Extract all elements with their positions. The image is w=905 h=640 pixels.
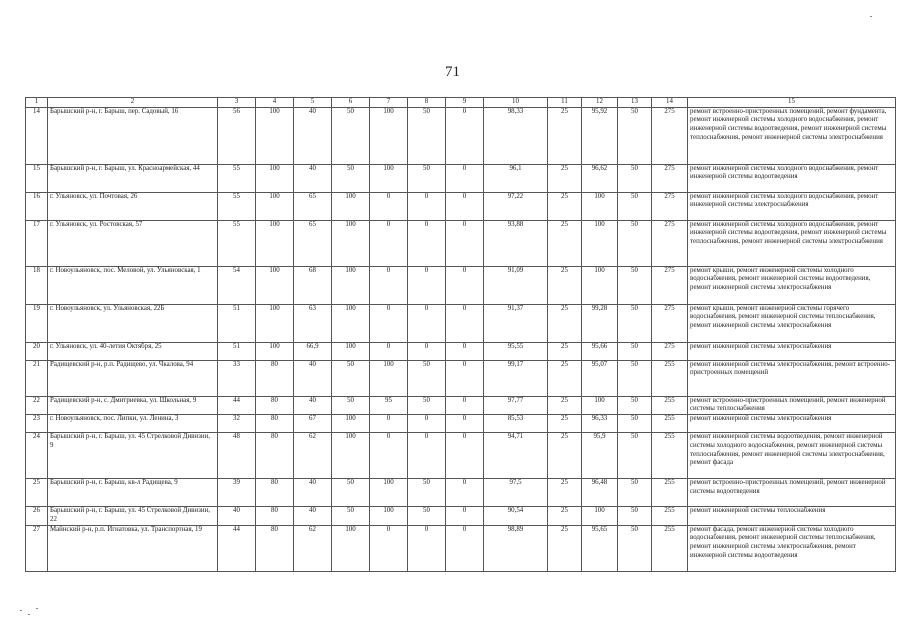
works-cell: ремонт инженерной системы теплоснабжения [688,507,896,525]
row-number-cell: 19 [26,304,48,342]
value-cell: 0 [446,507,484,525]
value-cell: 54 [218,266,256,304]
value-cell: 100 [256,266,294,304]
value-cell: 0 [370,525,408,571]
value-cell: 100 [370,479,408,507]
value-cell: 50 [618,107,652,164]
value-cell: 0 [370,433,408,479]
value-cell: 50 [618,479,652,507]
value-cell: 100 [370,360,408,396]
works-cell: ремонт фасада, ремонт инженерной системы холодного водоснабжения, ремонт инженерной системы теплоснабжения, ремонт инженерной системы электроснабжения, ремонт инженерной системы водоотведения [688,525,896,571]
value-cell: 275 [652,220,688,266]
column-header: 4 [256,98,294,108]
value-cell: 80 [256,396,294,414]
value-cell: 40 [294,360,332,396]
value-cell: 0 [446,342,484,360]
value-cell: 0 [408,525,446,571]
column-header: 10 [484,98,548,108]
value-cell: 97,5 [484,479,548,507]
value-cell: 25 [548,479,582,507]
address-cell: Майнский р-н, р.п. Игнатовка, ул. Транспортная, 19 [48,525,218,571]
value-cell: 40 [294,164,332,192]
table-row [26,107,896,164]
value-cell: 25 [548,164,582,192]
value-cell: 95,65 [582,525,618,571]
value-cell: 62 [294,433,332,479]
address-cell: г. Новоульяновск, пос. Липки, ул. Ленина, 3 [48,415,218,433]
column-header: 9 [446,98,484,108]
works-cell: ремонт встроенно-пристроенных помещений, ремонт фундамента, ремонт инженерной системы холодного водоснабжения, ремонт инженерной системы водоотведения, ремонт инженерной системы теплоснабжения, ремонт инженерной системы электроснабжения [688,107,896,164]
row-number-cell: 16 [26,192,48,220]
value-cell: 44 [218,396,256,414]
works-cell: ремонт инженерной системы электроснабжения, ремонт встроенно-пристроенных помещений [688,360,896,396]
table-row [26,415,896,433]
value-cell: 50 [408,396,446,414]
value-cell: 25 [548,396,582,414]
value-cell: 98,33 [484,107,548,164]
value-cell: 40 [294,507,332,525]
value-cell: 95,55 [484,342,548,360]
value-cell: 100 [332,192,370,220]
table-row [26,525,896,571]
value-cell: 0 [370,266,408,304]
address-cell: г. Ульяновск, ул. 40-летия Октября, 25 [48,342,218,360]
value-cell: 275 [652,342,688,360]
value-cell: 25 [548,266,582,304]
value-cell: 0 [446,525,484,571]
table-row [26,342,896,360]
value-cell: 44 [218,525,256,571]
column-header: 8 [408,98,446,108]
value-cell: 25 [548,433,582,479]
works-cell: ремонт крыши, ремонт инженерной системы горячего водоснабжения, ремонт инженерной системы теплоснабжения, ремонт инженерной системы электроснабжения [688,304,896,342]
header-row [26,98,896,108]
value-cell: 0 [446,479,484,507]
value-cell: 95 [370,396,408,414]
value-cell: 100 [582,192,618,220]
address-cell: г. Ульяновск, ул. Ростовская, 57 [48,220,218,266]
column-header: 11 [548,98,582,108]
value-cell: 100 [256,342,294,360]
column-header: 13 [618,98,652,108]
value-cell: 0 [370,220,408,266]
value-cell: 96,62 [582,164,618,192]
value-cell: 56 [218,107,256,164]
value-cell: 100 [332,433,370,479]
value-cell: 96,1 [484,164,548,192]
value-cell: 100 [332,415,370,433]
value-cell: 50 [332,360,370,396]
row-number-cell: 17 [26,220,48,266]
value-cell: 25 [548,507,582,525]
value-cell: 50 [408,507,446,525]
works-cell: ремонт инженерной системы электроснабжения [688,342,896,360]
column-header: 3 [218,98,256,108]
value-cell: 100 [332,525,370,571]
value-cell: 80 [256,360,294,396]
value-cell: 255 [652,396,688,414]
table-row [26,192,896,220]
value-cell: 99,28 [582,304,618,342]
value-cell: 255 [652,415,688,433]
works-cell: ремонт инженерной системы холодного водоснабжения, ремонт инженерной системы водоотведения [688,164,896,192]
value-cell: 40 [294,479,332,507]
value-cell: 96,48 [582,479,618,507]
value-cell: 275 [652,192,688,220]
value-cell: 33 [218,360,256,396]
address-cell: Барышский р-н, г. Барыш, ул. 45 Стрелковой Дивизии, 22 [48,507,218,525]
value-cell: 100 [582,266,618,304]
value-cell: 55 [218,220,256,266]
value-cell: 50 [618,433,652,479]
value-cell: 50 [618,164,652,192]
value-cell: 100 [582,507,618,525]
value-cell: 0 [446,433,484,479]
value-cell: 50 [408,107,446,164]
value-cell: 67 [294,415,332,433]
value-cell: 0 [408,220,446,266]
value-cell: 50 [332,507,370,525]
value-cell: 0 [446,396,484,414]
column-header: 7 [370,98,408,108]
works-cell: ремонт инженерной системы холодного водоснабжения, ремонт инженерной системы электроснабжения [688,192,896,220]
table-row [26,220,896,266]
column-header: 15 [688,98,896,108]
value-cell: 0 [446,192,484,220]
table-row [26,304,896,342]
value-cell: 50 [332,164,370,192]
works-cell: ремонт крыши, ремонт инженерной системы холодного водоснабжения, ремонт инженерной системы водоотведения, ремонт инженерной системы электроснабжения [688,266,896,304]
row-number-cell: 23 [26,415,48,433]
value-cell: 50 [618,507,652,525]
value-cell: 91,09 [484,266,548,304]
address-cell: г. Ульяновск, ул. Почтовая, 26 [48,192,218,220]
value-cell: 100 [256,220,294,266]
value-cell: 0 [446,360,484,396]
value-cell: 50 [618,192,652,220]
value-cell: 0 [370,192,408,220]
value-cell: 55 [218,192,256,220]
value-cell: 0 [408,266,446,304]
value-cell: 80 [256,415,294,433]
table-row [26,507,896,525]
column-header: 2 [48,98,218,108]
value-cell: 62 [294,525,332,571]
value-cell: 50 [618,360,652,396]
works-cell: ремонт встроенно-пристроенных помещений, ремонт инженерной системы теплоснабжения [688,396,896,414]
table-row [26,266,896,304]
value-cell: 25 [548,415,582,433]
value-cell: 0 [446,107,484,164]
value-cell: 50 [618,266,652,304]
value-cell: 0 [408,415,446,433]
value-cell: 100 [370,164,408,192]
value-cell: 39 [218,479,256,507]
value-cell: 97,22 [484,192,548,220]
value-cell: 0 [370,342,408,360]
address-cell: Барышский р-н, г. Барыш, пер. Садовый, 16 [48,107,218,164]
table-row [26,479,896,507]
value-cell: 25 [548,342,582,360]
value-cell: 68 [294,266,332,304]
works-cell: ремонт инженерной системы электроснабжения [688,415,896,433]
value-cell: 50 [332,107,370,164]
value-cell: 255 [652,360,688,396]
scan-speck [36,608,38,609]
value-cell: 80 [256,433,294,479]
value-cell: 25 [548,360,582,396]
value-cell: 50 [408,360,446,396]
column-header: 5 [294,98,332,108]
value-cell: 275 [652,304,688,342]
row-number-cell: 14 [26,107,48,164]
value-cell: 40 [294,107,332,164]
value-cell: 99,17 [484,360,548,396]
value-cell: 50 [408,479,446,507]
row-number-cell: 27 [26,525,48,571]
value-cell: 0 [446,415,484,433]
value-cell: 63 [294,304,332,342]
value-cell: 50 [618,304,652,342]
value-cell: 95,92 [582,107,618,164]
address-cell: г. Новоульяновск, ул. Ульяновская, 22Б [48,304,218,342]
value-cell: 0 [408,433,446,479]
value-cell: 0 [446,220,484,266]
address-cell: г. Новоульяновск, пос. Меловой, ул. Ульяновская, 1 [48,266,218,304]
value-cell: 97,77 [484,396,548,414]
value-cell: 25 [548,220,582,266]
value-cell: 55 [218,164,256,192]
value-cell: 25 [548,192,582,220]
value-cell: 93,88 [484,220,548,266]
value-cell: 100 [582,220,618,266]
table-row [26,164,896,192]
value-cell: 32 [218,415,256,433]
value-cell: 80 [256,507,294,525]
value-cell: 275 [652,164,688,192]
value-cell: 100 [332,266,370,304]
column-header: 1 [26,98,48,108]
value-cell: 50 [332,396,370,414]
value-cell: 255 [652,507,688,525]
address-cell: Барышский р-н, г. Барыш, кв-л Радищева, 9 [48,479,218,507]
value-cell: 85,53 [484,415,548,433]
value-cell: 25 [548,525,582,571]
row-number-cell: 22 [26,396,48,414]
value-cell: 51 [218,342,256,360]
value-cell: 95,9 [582,433,618,479]
row-number-cell: 21 [26,360,48,396]
column-header: 6 [332,98,370,108]
value-cell: 100 [256,192,294,220]
value-cell: 0 [446,266,484,304]
value-cell: 100 [256,164,294,192]
table-row [26,396,896,414]
value-cell: 0 [408,192,446,220]
value-cell: 50 [618,342,652,360]
scan-speck [28,614,30,615]
value-cell: 48 [218,433,256,479]
value-cell: 65 [294,192,332,220]
value-cell: 80 [256,525,294,571]
value-cell: 0 [408,304,446,342]
value-cell: 100 [332,220,370,266]
value-cell: 98,89 [484,525,548,571]
value-cell: 94,71 [484,433,548,479]
row-number-cell: 20 [26,342,48,360]
row-number-cell: 24 [26,433,48,479]
value-cell: 0 [370,304,408,342]
row-number-cell: 26 [26,507,48,525]
value-cell: 96,33 [582,415,618,433]
value-cell: 50 [618,396,652,414]
value-cell: 0 [370,415,408,433]
value-cell: 255 [652,479,688,507]
value-cell: 50 [408,164,446,192]
value-cell: 255 [652,433,688,479]
value-cell: 40 [218,507,256,525]
address-cell: Барышский р-н, г. Барыш, ул. 45 Стрелковой Дивизии, 9 [48,433,218,479]
works-cell: ремонт инженерной системы водоотведения, ремонт инженерной системы холодного водоснабжения, ремонт инженерной системы теплоснабжения, ремонт инженерной системы электроснабжения, ремонт фасада [688,433,896,479]
value-cell: 100 [332,304,370,342]
address-cell: Радищевский р-н, р.п. Радищево, ул. Чкалова, 94 [48,360,218,396]
value-cell: 95,07 [582,360,618,396]
value-cell: 95,66 [582,342,618,360]
value-cell: 100 [256,107,294,164]
value-cell: 50 [618,415,652,433]
value-cell: 275 [652,107,688,164]
value-cell: 50 [332,479,370,507]
value-cell: 65 [294,220,332,266]
page-number: 71 [445,64,460,80]
row-number-cell: 18 [26,266,48,304]
row-number-cell: 25 [26,479,48,507]
column-header: 14 [652,98,688,108]
value-cell: 0 [446,164,484,192]
column-header: 12 [582,98,618,108]
value-cell: 66,9 [294,342,332,360]
value-cell: 25 [548,304,582,342]
table-row [26,360,896,396]
value-cell: 255 [652,525,688,571]
value-cell: 0 [408,342,446,360]
value-cell: 275 [652,266,688,304]
value-cell: 0 [446,304,484,342]
value-cell: 40 [294,396,332,414]
works-cell: ремонт инженерной системы холодного водоснабжения, ремонт инженерной системы водоотведения, ремонт инженерной системы теплоснабжения, ремонт инженерной системы электроснабжения [688,220,896,266]
address-cell: Барышский р-н, г. Барыш, ул. Красноармейская, 44 [48,164,218,192]
value-cell: 100 [370,507,408,525]
value-cell: 100 [370,107,408,164]
value-cell: 80 [256,479,294,507]
scan-speck [870,16,872,17]
value-cell: 91,37 [484,304,548,342]
value-cell: 25 [548,107,582,164]
value-cell: 50 [618,220,652,266]
row-number-cell: 15 [26,164,48,192]
value-cell: 51 [218,304,256,342]
table-row [26,433,896,479]
scan-speck [20,610,22,611]
program-table [25,97,896,572]
value-cell: 100 [332,342,370,360]
address-cell: Радищевский р-н, с. Дмитриевка, ул. Школьная, 9 [48,396,218,414]
works-cell: ремонт встроенно-пристроенных помещений, ремонт инженерной системы водоотведения [688,479,896,507]
value-cell: 90,54 [484,507,548,525]
value-cell: 100 [582,396,618,414]
value-cell: 100 [256,304,294,342]
value-cell: 50 [618,525,652,571]
